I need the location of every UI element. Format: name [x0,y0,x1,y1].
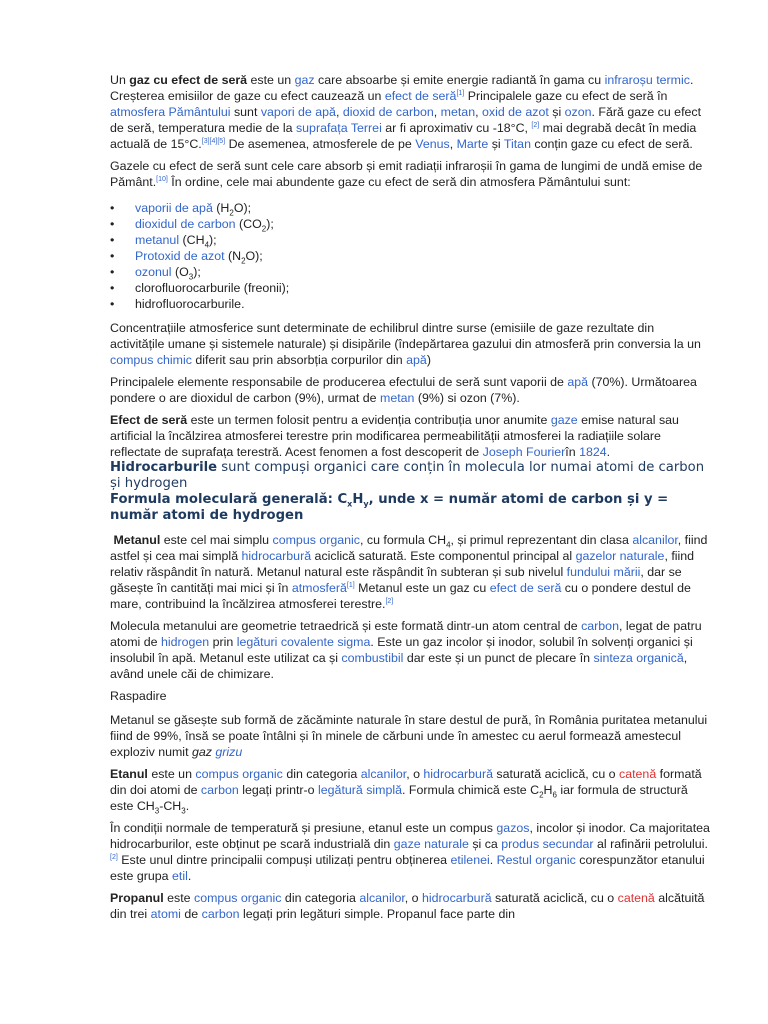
link-dioxid-de-carbon[interactable]: dioxid de carbon [342,105,434,119]
citation[interactable]: [2] [531,121,540,129]
paragraph-greenhouse-gas: Un gaz cu efect de seră este un gaz care absoarbe și emite energie radiantă în gama cu infraroșu termic. Creșterea emisiilor de gaze cu efect cauzează un efect de seră[1] Principalele gaze cu efect de seră în atmosfera Pământului sunt vapori de apă, dioxid de carbon, metan, oxid de azot și ozon. Fără gaze cu efect de seră, temperatura medie de la suprafața Terrei ar fi aproximativ cu -18°C, [2] mai degrabă decât în media actuală de 15°C.[3][4][5] De asemenea, atmosferele de pe Venus, Marte și Titan conțin gaze cu efect de seră. [110,73,702,151]
link-compus-organic[interactable]: compus organic [272,533,360,547]
link-atmosfera[interactable]: atmosfera Pământului [110,105,231,119]
term-bold: gaz cu efect de seră [129,73,248,87]
link-efect-de-sera[interactable]: efect de seră [384,89,457,103]
link-apa[interactable]: apă [406,353,427,367]
link-alcanilor[interactable]: alcanilor [360,767,407,781]
list-item: • vaporii de apă $(H_2O)$; [110,200,710,216]
list-item: • Protoxid de azot $(N_2O)$; [110,248,710,264]
link-legatura-simpla[interactable]: legătură simplă [318,783,403,797]
link-metan[interactable]: metan [380,391,415,405]
link-marte[interactable]: Marte [456,137,489,151]
citation[interactable]: [1] [456,89,465,97]
paragraph-methane-molecule: Molecula metanului are geometrie tetraedrică și este formată dintr-un atom central de carbon, legat de patru atomi de hidrogen prin legături covalente sigma. Este un gaz incolor și inodor, solubil în solvenți organici și insolubil în apă. Metanul este utilizat ca și combustibil dar este și un punct de plecare în sinteza organică, având unele căi de chimizare. [110,619,702,681]
citation[interactable]: [2] [385,597,394,605]
link-infrarosu-termic[interactable]: infraroșu termic [604,73,690,87]
link-etilenei[interactable]: etilenei [450,853,490,867]
paragraph-concentrations: Concentrațiile atmosferice sunt determinate de echilibrul dintre surse (emisiile de gaze rezultate din activitățile umane și sistemele naturale) și disipările (îndepărtarea gazului din atmosferă prin conversia la un compus chimic diferit sau prin absorbția corpurilor din apă) [110,321,701,367]
link-atomi[interactable]: atomi [150,907,181,921]
link-etil[interactable]: etil [172,869,188,883]
citation[interactable]: [10] [156,175,168,183]
list-item: • dioxidul de carbon $(CO_2)$; [110,216,710,232]
link-protoxid-de-azot[interactable]: Protoxid de azot [135,249,225,263]
article-body [110,72,710,928]
link-gaz[interactable]: gaz [294,73,315,87]
link-carbon[interactable]: carbon [200,783,239,797]
paragraph-ethane-conditions: În condiții normale de temperatură și presiune, etanul este un compus gazos, incolor și inodor. Ca majoritatea hidrocarburilor, este obținut pe scară industrială din gaze naturale și ca produs secundar al rafinării petrolului.[2] Este unul dintre principalii compuși utilizați pentru obținerea etilenei. Restul organic corespunzător etanului este grupa etil. [110,821,710,883]
citation[interactable]: [3][4][5] [201,137,226,145]
link-compus-organic[interactable]: compus organic [195,767,283,781]
link-atmosfera[interactable]: atmosferă [291,581,347,595]
link-dioxidul-de-carbon[interactable]: dioxidul de carbon [135,217,236,231]
link-alcanilor[interactable]: alcanilor [632,533,678,547]
link-restul-organic[interactable]: Restul organic [496,853,576,867]
link-suprafata-terrei[interactable]: suprafața Terrei [295,121,382,135]
list-item: • ozonul $(O_3)$; [110,264,710,280]
gas-list [110,200,710,312]
link-efect-de-sera[interactable]: efect de seră [489,581,562,595]
paragraph-raspadire: Raspadire [110,689,167,703]
list-item: • clorofluorocarburile (freonii); [110,280,710,296]
paragraph-methane: Metanul este cel mai simplu compus organic, cu formula $CH_4$, și primul reprezentant din clasa alcanilor, fiind astfel și cea mai simplă hidrocarbură aciclică saturată. Este componentul principal al gazelor naturale, fiind relativ răspândit în natură. Metanul natural este răspândit în subteran și sub nivelul fundului mării, dar se găsește în cantități mai mici și în atmosferă[1] Metanul este un gaz cu efect de seră cu o pondere destul de mare, contribuind la încălzirea atmosferei terestre.[2] [110,533,708,611]
link-fundului-marii[interactable]: fundului mării [566,565,641,579]
link-hidrocarbura[interactable]: hidrocarbură [422,891,492,905]
list-item: • metanul $(CH_4)$; [110,232,710,248]
link-produs-secundar[interactable]: produs secundar [501,837,594,851]
link-grizu[interactable]: grizu [215,745,243,759]
link-alcanilor[interactable]: alcanilor [359,891,405,905]
link-vaporii-de-apa[interactable]: vaporii de apă [135,201,213,215]
link-1824[interactable]: 1824 [579,445,607,459]
paragraph-gases-definition: Gazele cu efect de seră sunt cele care absorb și emit radiații infraroșii în gama de lungimi de undă emise de Pământ.[10] În ordine, cele mai abundente gaze cu efect de seră din atmosfera Pământului sunt: [110,159,703,189]
link-gaze[interactable]: gaze [550,413,578,427]
paragraph-ethane: Etanul este un compus organic din categoria alcanilor, o hidrocarbură saturată aciclică, cu o catenă formată din doi atomi de carbon legați printr-o legătură simplă. Formula chimică este $C_2H_6$ iar formula de structură este $CH_3-CH_3$. [110,767,702,816]
citation[interactable]: [1] [346,581,355,589]
link-hidrogen[interactable]: hidrogen [160,635,210,649]
paragraph-greenhouse-effect: Efect de seră este un termen folosit pentru a evidenția contribuția unor anumite gaze emise natural sau artificial la încălzirea atmosferei terestre prin modificarea permeabilității atmosferei la radiațiile solare reflectate de suprafața terestră. Acest fenomen a fost descoperit de Joseph Fourierîn 1824. [110,413,679,459]
link-joseph-fourier[interactable]: Joseph Fourier [482,445,566,459]
link-sinteza-organica[interactable]: sinteza organică [593,651,684,665]
term-bold: Efect de seră [110,413,188,427]
term-bold: Propanul [110,891,164,905]
heading-hydrocarbons: Hidrocarburile sunt compuși organici care conțin în molecula lor numai atomi de carbon și hydrogen [110,460,705,491]
paragraph-main-elements: Principalele elemente responsabile de producerea efectului de seră sunt vaporii de apă (70%). Următoarea pondere o are dioxidul de carbon (9%), urmat de metan (9%) si ozon (7%). [110,375,697,405]
link-hidrocarbura[interactable]: hidrocarbură [241,549,312,563]
heading-general-formula: Formula moleculară generală: $C_xH_y$, unde x = număr atomi de carbon și y = număr atomi de hydrogen [110,492,669,523]
link-gaze-naturale[interactable]: gaze naturale [393,837,469,851]
link-venus[interactable]: Venus [415,137,450,151]
link-oxid-de-azot[interactable]: oxid de azot [481,105,549,119]
paragraph-propane: Propanul este compus organic din categoria alcanilor, o hidrocarbură saturată aciclică, cu o catenă alcătuită din trei atomi de carbon legați prin legături simple. Propanul face parte din [110,891,705,921]
citation[interactable]: [2] [110,853,118,861]
link-vapori-de-apa[interactable]: vapori de apă [260,105,336,119]
link-ozonul[interactable]: ozonul [135,265,172,279]
link-hidrocarbura[interactable]: hidrocarbură [423,767,493,781]
link-compus-organic[interactable]: compus organic [194,891,282,905]
link-legaturi-covalente-sigma[interactable]: legături covalente sigma [236,635,371,649]
link-gazos[interactable]: gazos [496,821,530,835]
paragraph-methane-occurrence: Metanul se găsește sub formă de zăcăminte naturale în stare destul de pură, în România puritatea metanului fiind de 99%, însă se poate întâlni și în minele de cărbuni unde în amestec cu aerul formează amestecul exploziv numit gaz grizu [110,713,708,759]
link-gazelor-naturale[interactable]: gazelor naturale [575,549,665,563]
link-metan[interactable]: metan [440,105,476,119]
link-catena[interactable]: catenă [617,891,655,905]
link-titan[interactable]: Titan [503,137,531,151]
link-metanul[interactable]: metanul [135,233,180,247]
link-compus-chimic[interactable]: compus chimic [110,353,192,367]
link-carbon[interactable]: carbon [201,907,240,921]
link-apa[interactable]: apă [567,375,589,389]
term-bold: Etanul [110,767,148,781]
link-catena[interactable]: catenă [619,767,657,781]
list-item: • hidrofluorocarburile. [110,296,710,312]
link-ozon[interactable]: ozon [564,105,592,119]
link-combustibil[interactable]: combustibil [341,651,404,665]
link-carbon[interactable]: carbon [581,619,619,633]
term-bold: Metanul [113,533,161,547]
